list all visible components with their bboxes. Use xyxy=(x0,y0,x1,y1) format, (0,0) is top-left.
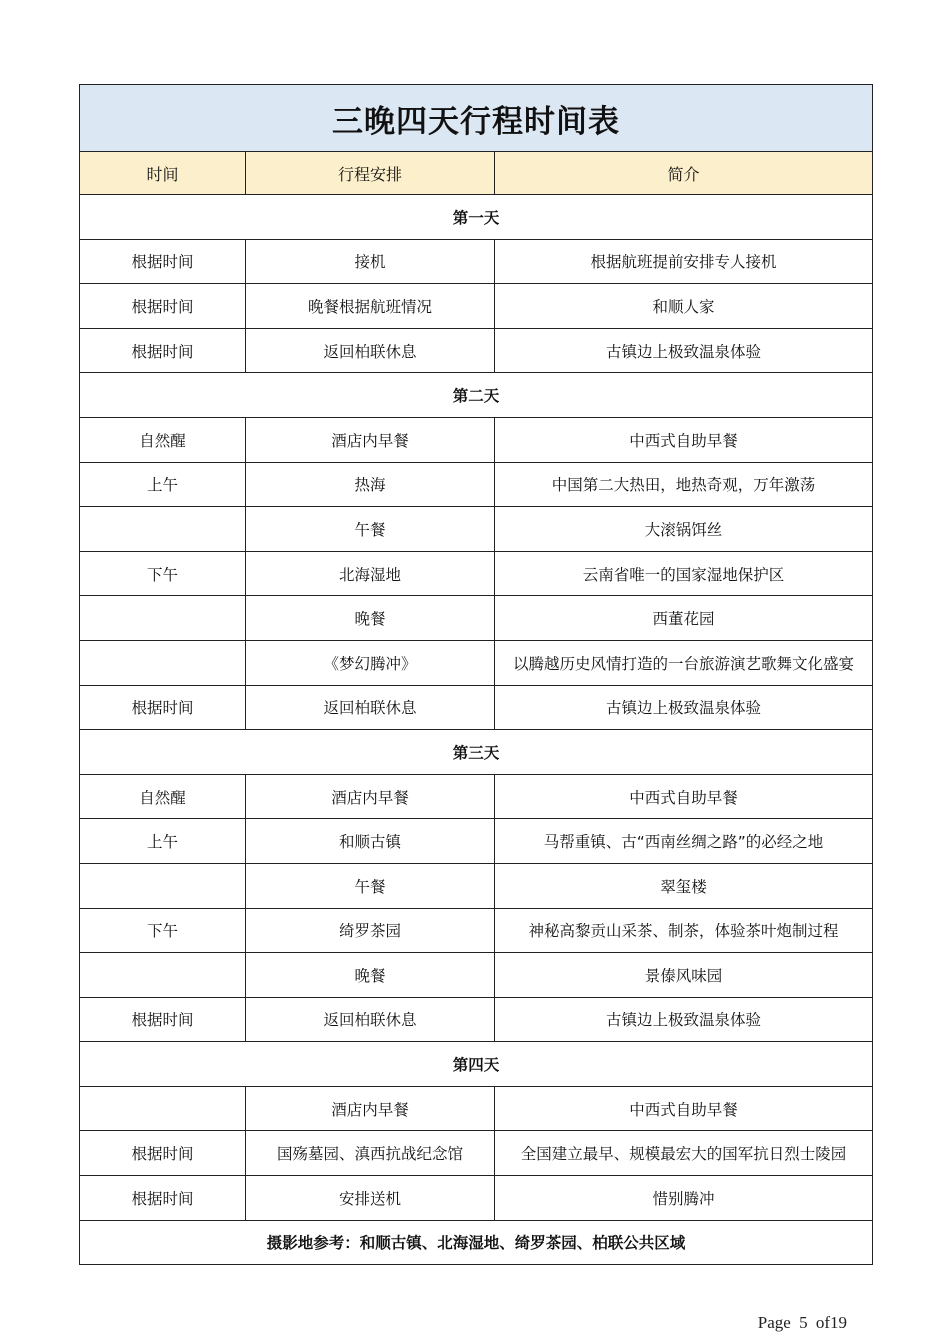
table-row xyxy=(80,953,873,998)
day-header-row xyxy=(80,730,873,775)
description-cell: 古镇边上极致温泉体验 xyxy=(495,997,873,1042)
description-cell: 翠玺楼 xyxy=(495,863,873,908)
table-title: 三晚四天行程时间表 xyxy=(80,85,873,152)
table-row xyxy=(80,997,873,1042)
activity-cell: 《梦幻腾冲》 xyxy=(246,640,495,685)
activity-cell: 和顺古镇 xyxy=(246,819,495,864)
description-cell: 神秘高黎贡山采茶、制茶，体验茶叶炮制过程 xyxy=(495,908,873,953)
activity-cell: 返回柏联休息 xyxy=(246,685,495,730)
description-cell: 以腾越历史风情打造的一台旅游演艺歌舞文化盛宴 xyxy=(495,640,873,685)
table-row xyxy=(80,1176,873,1221)
day-header-row xyxy=(80,1042,873,1087)
description-cell: 景傣风味园 xyxy=(495,953,873,998)
description-cell: 中国第二大热田，地热奇观，万年激荡 xyxy=(495,462,873,507)
time-cell: 根据时间 xyxy=(80,239,246,284)
table-row xyxy=(80,507,873,552)
description-cell: 惜别腾冲 xyxy=(495,1176,873,1221)
table-row xyxy=(80,1086,873,1131)
time-cell: 上午 xyxy=(80,462,246,507)
time-cell: 根据时间 xyxy=(80,685,246,730)
time-cell: 根据时间 xyxy=(80,1176,246,1221)
table-row xyxy=(80,596,873,641)
description-cell: 云南省唯一的国家湿地保护区 xyxy=(495,551,873,596)
time-cell xyxy=(80,863,246,908)
activity-cell: 晚餐 xyxy=(246,953,495,998)
activity-cell: 安排送机 xyxy=(246,1176,495,1221)
description-cell: 中西式自助早餐 xyxy=(495,774,873,819)
day-label: 第二天 xyxy=(80,373,873,418)
day-label: 第一天 xyxy=(80,195,873,240)
activity-cell: 午餐 xyxy=(246,507,495,552)
description-cell: 全国建立最早、规模最宏大的国军抗日烈士陵园 xyxy=(495,1131,873,1176)
table-row xyxy=(80,239,873,284)
activity-cell: 接机 xyxy=(246,239,495,284)
page-number xyxy=(758,1313,851,1333)
activity-cell: 返回柏联休息 xyxy=(246,328,495,373)
time-cell: 根据时间 xyxy=(80,328,246,373)
time-cell xyxy=(80,640,246,685)
column-header-description: 简介 xyxy=(495,152,873,195)
description-cell: 西董花园 xyxy=(495,596,873,641)
time-cell xyxy=(80,1086,246,1131)
description-cell: 根据航班提前安排专人接机 xyxy=(495,239,873,284)
page-word: Page xyxy=(757,1313,791,1332)
description-cell: 古镇边上极致温泉体验 xyxy=(495,328,873,373)
day-label: 第四天 xyxy=(80,1042,873,1087)
description-cell: 大滚锅饵丝 xyxy=(495,507,873,552)
time-cell: 下午 xyxy=(80,908,246,953)
description-cell: 和顺人家 xyxy=(495,284,873,329)
time-cell: 根据时间 xyxy=(80,284,246,329)
table-row xyxy=(80,462,873,507)
description-cell: 马帮重镇、古“西南丝绸之路”的必经之地 xyxy=(495,819,873,864)
header-row xyxy=(80,152,873,195)
activity-cell: 酒店内早餐 xyxy=(246,1086,495,1131)
table-row xyxy=(80,774,873,819)
table-row xyxy=(80,284,873,329)
page-total: of19 xyxy=(815,1313,847,1332)
title-row xyxy=(80,85,873,152)
day-header-row xyxy=(80,373,873,418)
description-cell: 中西式自助早餐 xyxy=(495,417,873,462)
table-row xyxy=(80,908,873,953)
time-cell: 根据时间 xyxy=(80,1131,246,1176)
table-row xyxy=(80,640,873,685)
photo-locations-note: 摄影地参考：和顺古镇、北海湿地、绮罗茶园、柏联公共区域 xyxy=(80,1220,873,1265)
column-header-time: 时间 xyxy=(80,152,246,195)
table-row xyxy=(80,551,873,596)
time-cell xyxy=(80,953,246,998)
time-cell xyxy=(80,507,246,552)
activity-cell: 国殇墓园、滇西抗战纪念馆 xyxy=(246,1131,495,1176)
description-cell: 中西式自助早餐 xyxy=(495,1086,873,1131)
time-cell: 下午 xyxy=(80,551,246,596)
column-header-activity: 行程安排 xyxy=(246,152,495,195)
activity-cell: 晚餐根据航班情况 xyxy=(246,284,495,329)
table-row xyxy=(80,1131,873,1176)
table-row xyxy=(80,863,873,908)
activity-cell: 绮罗茶园 xyxy=(246,908,495,953)
activity-cell: 午餐 xyxy=(246,863,495,908)
itinerary-table xyxy=(79,84,873,1265)
time-cell: 根据时间 xyxy=(80,997,246,1042)
time-cell: 上午 xyxy=(80,819,246,864)
activity-cell: 酒店内早餐 xyxy=(246,774,495,819)
day-label: 第三天 xyxy=(80,730,873,775)
time-cell xyxy=(80,596,246,641)
table-row xyxy=(80,819,873,864)
table-row xyxy=(80,328,873,373)
activity-cell: 晚餐 xyxy=(246,596,495,641)
description-cell: 古镇边上极致温泉体验 xyxy=(495,685,873,730)
activity-cell: 北海湿地 xyxy=(246,551,495,596)
activity-cell: 返回柏联休息 xyxy=(246,997,495,1042)
day-header-row xyxy=(80,195,873,240)
photo-locations-row xyxy=(80,1220,873,1265)
time-cell: 自然醒 xyxy=(80,417,246,462)
activity-cell: 热海 xyxy=(246,462,495,507)
table-row xyxy=(80,685,873,730)
page-current: 5 xyxy=(799,1313,808,1332)
table-row xyxy=(80,417,873,462)
time-cell: 自然醒 xyxy=(80,774,246,819)
activity-cell: 酒店内早餐 xyxy=(246,417,495,462)
itinerary-table-body xyxy=(80,85,873,1265)
